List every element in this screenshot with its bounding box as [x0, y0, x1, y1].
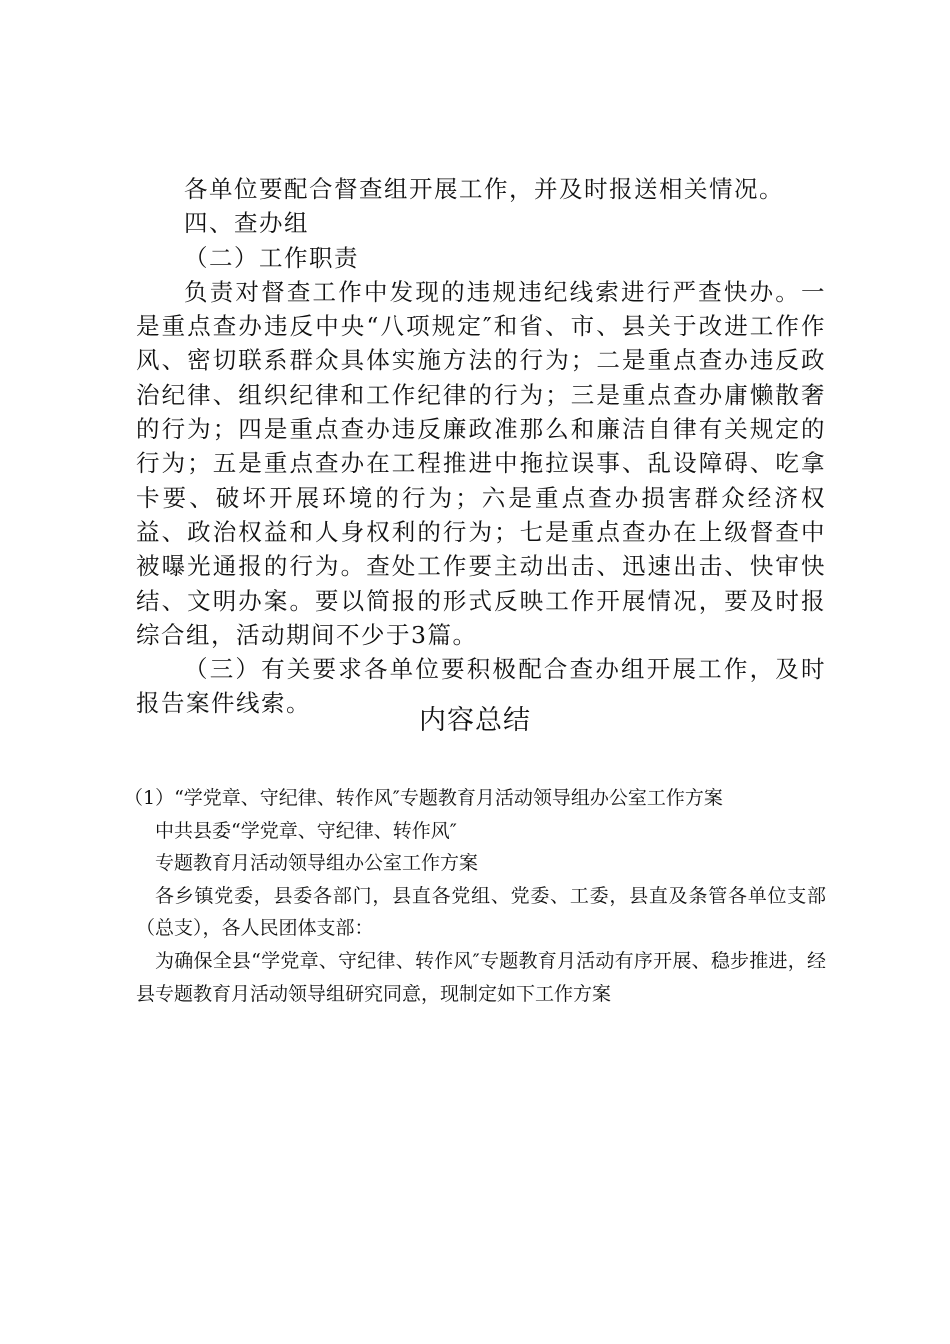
paragraph-requirements: （三）有关要求各单位要积极配合查办组开展工作，及时报告案件线索。 — [136, 655, 826, 718]
summary-title: 内容总结 — [419, 705, 531, 736]
summary-line: 各乡镇党委，县委各部门，县直各党组、党委、工委，县直及条管各单位支部（总支），各人民团体支部： — [136, 884, 826, 940]
document-body — [136, 172, 826, 721]
summary-line: （1）“学党章、守纪律、转作风″专题教育月活动领导组办公室工作方案 — [124, 787, 723, 809]
summary-line: 中共县委“学党章、守纪律、转作风″ — [155, 819, 457, 842]
summary-body — [124, 782, 826, 1010]
subsection-heading-duties: （二）工作职责 — [184, 243, 359, 272]
summary-line: 为确保全县“学党章、守纪律、转作风″专题教育月活动有序开展、稳步推进，经县专题教育月活动领导组研究同意，现制定如下工作方案 — [136, 949, 826, 1005]
summary-line: 专题教育月活动领导组办公室工作方案 — [155, 852, 479, 875]
section-heading-investigation-group: 四、查办组 — [184, 209, 309, 238]
paragraph-cooperate: 各单位要配合督查组开展工作，并及时报送相关情况。 — [184, 175, 784, 203]
paragraph-duties: 负责对督查工作中发现的违规违纪线索进行严查快办。一是重点查办违反中央“八项规定″和省、市、县关于改进工作作风、密切联系群众具体实施方法的行为；二是重点查办违反政治纪律、组织纪律和工作纪律的行为；三是重点查办庸懒散奢的行为；四是重点查办违反廉政准那么和廉洁自律有关规定的行为；五是重点查办在工程推进中拖拉误事、乱设障碍、吃拿卡要、破坏开展环境的行为；六是重点查办损害群众经济权益、政治权益和人身权利的行为；七是重点查办在上级督查中被曝光通报的行为。查处工作要主动出击、迅速出击、快审快结、文明办案。要以简报的形式反映工作开展情况，要及时报综合组，活动期间不少于3篇。 — [136, 277, 826, 649]
